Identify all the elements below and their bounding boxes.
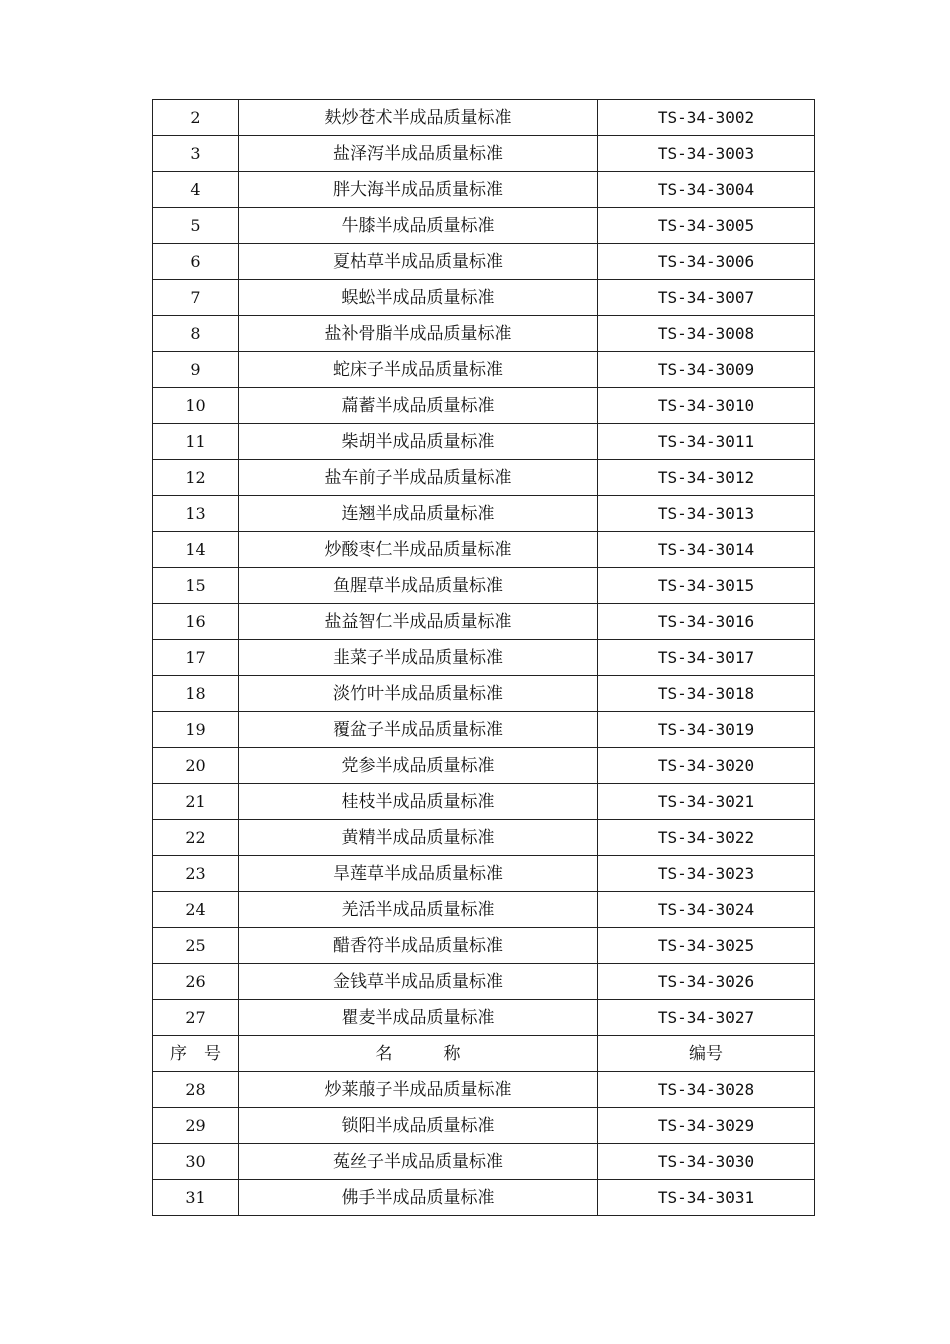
row-code: TS-34-3005 xyxy=(598,208,815,244)
row-name: 连翘半成品质量标准 xyxy=(239,496,598,532)
row-name: 菟丝子半成品质量标准 xyxy=(239,1144,598,1180)
table-row xyxy=(153,1108,815,1144)
table-row xyxy=(153,1000,815,1036)
row-name: 瞿麦半成品质量标准 xyxy=(239,1000,598,1036)
table-row xyxy=(153,640,815,676)
row-name: 黄精半成品质量标准 xyxy=(239,820,598,856)
standards-list-sheet xyxy=(152,99,814,1216)
row-code: TS-34-3028 xyxy=(598,1072,815,1108)
table-row xyxy=(153,136,815,172)
row-name: 夏枯草半成品质量标准 xyxy=(239,244,598,280)
row-name: 党参半成品质量标准 xyxy=(239,748,598,784)
row-index: 20 xyxy=(153,748,239,784)
row-code: TS-34-3002 xyxy=(598,100,815,136)
row-index: 13 xyxy=(153,496,239,532)
row-name: 旱莲草半成品质量标准 xyxy=(239,856,598,892)
table-row xyxy=(153,820,815,856)
table-row xyxy=(153,712,815,748)
table-row xyxy=(153,964,815,1000)
row-index: 8 xyxy=(153,316,239,352)
row-name: 胖大海半成品质量标准 xyxy=(239,172,598,208)
row-index: 9 xyxy=(153,352,239,388)
row-index: 14 xyxy=(153,532,239,568)
row-code: TS-34-3018 xyxy=(598,676,815,712)
table-row xyxy=(153,244,815,280)
row-index: 17 xyxy=(153,640,239,676)
table-row xyxy=(153,388,815,424)
row-code: TS-34-3023 xyxy=(598,856,815,892)
row-name: 醋香符半成品质量标准 xyxy=(239,928,598,964)
row-code: TS-34-3019 xyxy=(598,712,815,748)
table-row xyxy=(153,1144,815,1180)
row-name: 韭菜子半成品质量标准 xyxy=(239,640,598,676)
table-row xyxy=(153,424,815,460)
standards-table-body xyxy=(153,100,815,1216)
header-code: 编号 xyxy=(598,1036,815,1072)
row-index: 22 xyxy=(153,820,239,856)
row-code: TS-34-3029 xyxy=(598,1108,815,1144)
header-name: 名 称 xyxy=(239,1036,598,1072)
row-name: 炒酸枣仁半成品质量标准 xyxy=(239,532,598,568)
table-row xyxy=(153,748,815,784)
row-code: TS-34-3020 xyxy=(598,748,815,784)
table-row xyxy=(153,892,815,928)
table-row xyxy=(153,352,815,388)
row-name: 锁阳半成品质量标准 xyxy=(239,1108,598,1144)
row-index: 19 xyxy=(153,712,239,748)
row-code: TS-34-3014 xyxy=(598,532,815,568)
row-code: TS-34-3003 xyxy=(598,136,815,172)
row-index: 12 xyxy=(153,460,239,496)
row-code: TS-34-3021 xyxy=(598,784,815,820)
row-index: 29 xyxy=(153,1108,239,1144)
row-name: 羌活半成品质量标准 xyxy=(239,892,598,928)
row-code: TS-34-3008 xyxy=(598,316,815,352)
row-index: 5 xyxy=(153,208,239,244)
row-code: TS-34-3022 xyxy=(598,820,815,856)
row-code: TS-34-3015 xyxy=(598,568,815,604)
row-index: 18 xyxy=(153,676,239,712)
row-index: 15 xyxy=(153,568,239,604)
row-index: 16 xyxy=(153,604,239,640)
table-row xyxy=(153,676,815,712)
row-code: TS-34-3026 xyxy=(598,964,815,1000)
row-index: 24 xyxy=(153,892,239,928)
row-name: 桂枝半成品质量标准 xyxy=(239,784,598,820)
row-name: 盐补骨脂半成品质量标准 xyxy=(239,316,598,352)
row-code: TS-34-3006 xyxy=(598,244,815,280)
row-name: 盐车前子半成品质量标准 xyxy=(239,460,598,496)
row-code: TS-34-3013 xyxy=(598,496,815,532)
table-row xyxy=(153,460,815,496)
table-row xyxy=(153,280,815,316)
row-name: 蜈蚣半成品质量标准 xyxy=(239,280,598,316)
row-index: 4 xyxy=(153,172,239,208)
table-row xyxy=(153,1180,815,1216)
row-code: TS-34-3011 xyxy=(598,424,815,460)
row-name: 牛膝半成品质量标准 xyxy=(239,208,598,244)
table-row xyxy=(153,172,815,208)
row-index: 11 xyxy=(153,424,239,460)
table-row xyxy=(153,604,815,640)
row-name: 盐益智仁半成品质量标准 xyxy=(239,604,598,640)
row-index: 28 xyxy=(153,1072,239,1108)
row-code: TS-34-3017 xyxy=(598,640,815,676)
row-name: 炒莱菔子半成品质量标准 xyxy=(239,1072,598,1108)
row-code: TS-34-3007 xyxy=(598,280,815,316)
row-code: TS-34-3025 xyxy=(598,928,815,964)
row-name: 佛手半成品质量标准 xyxy=(239,1180,598,1216)
row-index: 26 xyxy=(153,964,239,1000)
row-index: 25 xyxy=(153,928,239,964)
table-row xyxy=(153,532,815,568)
row-index: 6 xyxy=(153,244,239,280)
table-row xyxy=(153,100,815,136)
row-index: 23 xyxy=(153,856,239,892)
row-code: TS-34-3024 xyxy=(598,892,815,928)
row-code: TS-34-3031 xyxy=(598,1180,815,1216)
row-name: 淡竹叶半成品质量标准 xyxy=(239,676,598,712)
row-index: 3 xyxy=(153,136,239,172)
row-index: 30 xyxy=(153,1144,239,1180)
table-row xyxy=(153,856,815,892)
row-name: 覆盆子半成品质量标准 xyxy=(239,712,598,748)
header-index: 序 号 xyxy=(153,1036,239,1072)
table-row xyxy=(153,784,815,820)
table-row xyxy=(153,928,815,964)
row-name: 金钱草半成品质量标准 xyxy=(239,964,598,1000)
table-row xyxy=(153,1072,815,1108)
table-row xyxy=(153,496,815,532)
table-row xyxy=(153,568,815,604)
row-name: 盐泽泻半成品质量标准 xyxy=(239,136,598,172)
row-name: 萹蓄半成品质量标准 xyxy=(239,388,598,424)
row-index: 10 xyxy=(153,388,239,424)
row-index: 2 xyxy=(153,100,239,136)
row-code: TS-34-3016 xyxy=(598,604,815,640)
row-code: TS-34-3009 xyxy=(598,352,815,388)
table-row xyxy=(153,316,815,352)
row-index: 31 xyxy=(153,1180,239,1216)
table-header-row xyxy=(153,1036,815,1072)
row-name: 麸炒苍术半成品质量标准 xyxy=(239,100,598,136)
row-name: 柴胡半成品质量标准 xyxy=(239,424,598,460)
row-code: TS-34-3004 xyxy=(598,172,815,208)
row-index: 7 xyxy=(153,280,239,316)
table-row xyxy=(153,208,815,244)
row-index: 27 xyxy=(153,1000,239,1036)
row-index: 21 xyxy=(153,784,239,820)
row-code: TS-34-3010 xyxy=(598,388,815,424)
row-name: 鱼腥草半成品质量标准 xyxy=(239,568,598,604)
row-name: 蛇床子半成品质量标准 xyxy=(239,352,598,388)
row-code: TS-34-3012 xyxy=(598,460,815,496)
row-code: TS-34-3030 xyxy=(598,1144,815,1180)
standards-table xyxy=(152,99,815,1216)
row-code: TS-34-3027 xyxy=(598,1000,815,1036)
